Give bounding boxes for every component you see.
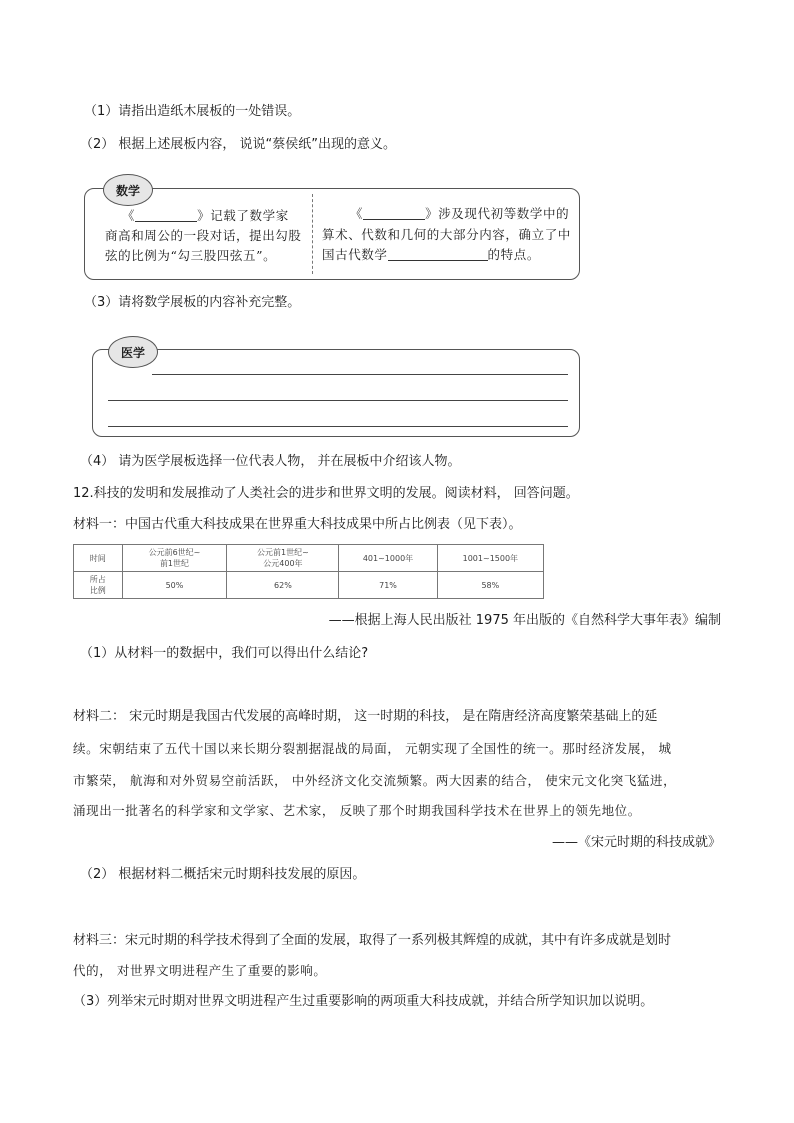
data-table <box>73 544 544 599</box>
answer-line-2[interactable] <box>108 400 568 401</box>
question-2: （2） 根据上述展板内容， 说说“蔡侯纸”出现的意义。 <box>80 137 397 152</box>
table-value-3: 71% <box>339 572 437 599</box>
material-2-line1: 材料二： 宋元时期是我国古代发展的高峰时期， 这一时期的科技， 是在隋唐经济高度繁荣基础上的延 <box>73 709 658 724</box>
table-value-1: 50% <box>122 572 227 599</box>
material-1-source: ——根据上海人民出版社 1975 年出版的《自然科学大事年表》编制 <box>328 613 721 628</box>
math-right-line2: 算术、代数和几何的大部分内容，确立了中 <box>322 227 571 242</box>
math-blank-3[interactable] <box>388 247 488 261</box>
table-period-2: 公元前1世纪~ 公元400年 <box>227 545 339 572</box>
table-value-4: 58% <box>437 572 543 599</box>
table-value-2: 62% <box>227 572 339 599</box>
math-left-line1: 《 》记载了数学家 <box>122 208 289 223</box>
math-right-line1: 《 》涉及现代初等数学中的 <box>350 206 570 221</box>
table-period-4: 1001~1500年 <box>437 545 543 572</box>
material-1-question: （1）从材料一的数据中，我们可以得出什么结论? <box>80 646 369 661</box>
material-2-line3: 市繁荣， 航海和对外贸易空前活跃， 中外经济文化交流频繁。两大因素的结合， 使宋元文化突飞猛进， <box>73 773 677 788</box>
math-board-label: 数学 <box>103 174 153 206</box>
material-2-line4: 涌现出一批著名的科学家和文学家、艺术家， 反映了那个时期我国科学技术在世界上的领先地位。 <box>73 803 641 818</box>
medicine-board-label: 医学 <box>108 336 158 368</box>
question-1: （1）请指出造纸木展板的一处错误。 <box>84 104 301 119</box>
material-1-title: 材料一：中国古代重大科技成果在世界重大科技成果中所占比例表（见下表）。 <box>73 517 522 532</box>
answer-line-1[interactable] <box>152 374 568 375</box>
math-board-divider <box>312 194 313 274</box>
answer-line-3[interactable] <box>108 426 568 427</box>
math-left-line2: 商高和周公的一段对话，提出勾股 <box>105 228 302 243</box>
math-right-line3: 国古代数学 的特点。 <box>322 247 540 262</box>
material-3-question: （3）列举宋元时期对世界文明进程产生过重要影响的两项重大科技成就，并结合所学知识加以说明。 <box>73 994 654 1009</box>
material-2-source: ——《宋元时期的科技成就》 <box>551 835 721 850</box>
question-4: （4） 请为医学展板选择一位代表人物， 并在展板中介绍该人物。 <box>80 454 461 469</box>
material-3-line2: 代的， 对世界文明进程产生了重要的影响。 <box>73 963 327 978</box>
medicine-board <box>92 349 580 437</box>
table-period-1: 公元前6世纪~ 前1世纪 <box>122 545 227 572</box>
table-header-label: 时间 <box>74 545 123 572</box>
math-left-line3: 弦的比例为“勾三股四弦五”。 <box>105 248 277 263</box>
question-12: 12.科技的发明和发展推动了人类社会的进步和世界文明的发展。阅读材料， 回答问题。 <box>73 486 579 501</box>
math-blank-2[interactable] <box>363 206 425 220</box>
math-blank-1[interactable] <box>135 208 197 222</box>
question-3: （3）请将数学展板的内容补充完整。 <box>84 295 301 310</box>
material-2-question: （2） 根据材料二概括宋元时期科技发展的原因。 <box>80 867 366 882</box>
material-3-line1: 材料三：宋元时期的科学技术得到了全面的发展，取得了一系列极其辉煌的成就，其中有许多成就是划时 <box>73 933 672 948</box>
table-period-3: 401~1000年 <box>339 545 437 572</box>
table-row-label: 所占 比例 <box>74 572 123 599</box>
material-2-line2: 续。宋朝结束了五代十国以来长期分裂割据混战的局面， 元朝实现了全国性的统一。那时经济发展， 城 <box>73 741 672 756</box>
